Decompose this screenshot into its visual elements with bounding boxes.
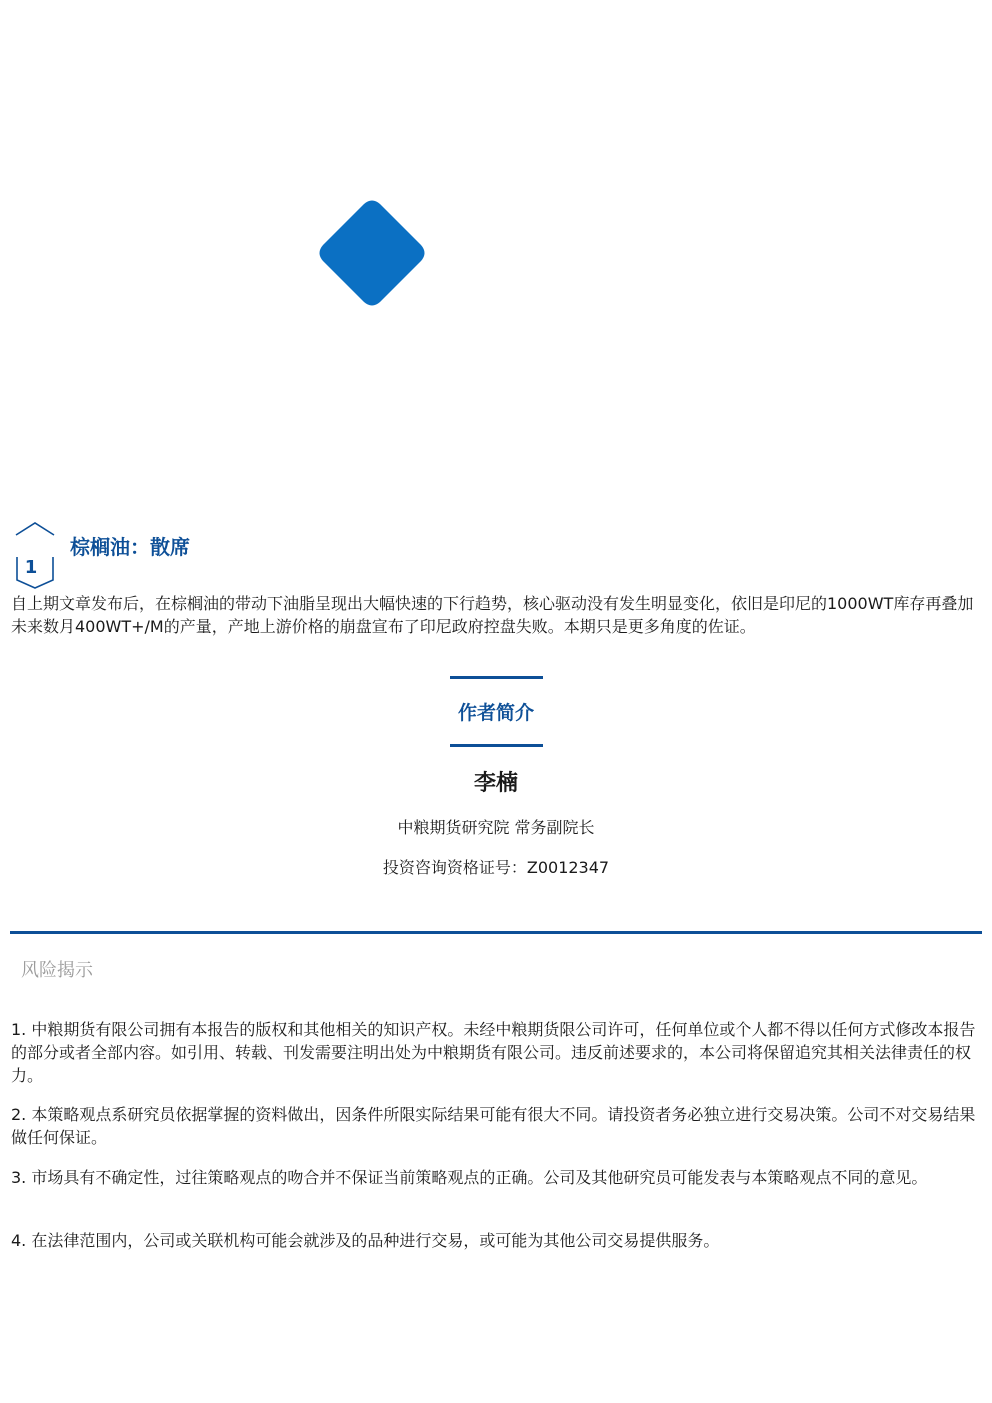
intro-paragraph: 自上期文章发布后，在棕榈油的带动下油脂呈现出大幅快速的下行趋势，核心驱动没有发生明显变化，依旧是印尼的1000WT库存再叠加未来数月400WT+/M的产量，产地上游价格的崩盘宣布了印尼政府控盘失败。本期只是更多角度的佐证。 [11, 594, 974, 636]
section-divider [10, 931, 982, 934]
section-number-badge [14, 521, 56, 589]
disclaimer-item-3: 3. 市场具有不确定性，过往策略观点的吻合并不保证当前策略观点的正确。公司及其他研究员可能发表与本策略观点不同的意见。 [11, 1168, 928, 1187]
disclaimer-item-1: 1. 中粮期货有限公司拥有本报告的版权和其他相关的知识产权。未经中粮期货限公司许可，任何单位或个人都不得以任何方式修改本报告的部分或者全部内容。如引用、转载、刊发需要注明出处为中粮期货有限公司。违反前述要求的，本公司将保留追究其相关法律责任的权力。 [11, 1020, 976, 1085]
author-name: 李楠 [473, 771, 518, 796]
disclaimer-item-2: 2. 本策略观点系研究员依据掌握的资料做出，因条件所限实际结果可能有很大不同。请投资者务必独立进行交易决策。公司不对交易结果做任何保证。 [11, 1105, 976, 1147]
author-license: 投资咨询资格证号：Z0012347 [382, 858, 610, 877]
section-title: 棕榈油：散席 [70, 535, 190, 559]
author-heading: 作者简介 [457, 702, 534, 724]
author-top-rule [450, 676, 543, 679]
diamond-icon [319, 200, 425, 306]
author-bottom-rule [450, 744, 543, 747]
section-number: 1 [24, 557, 38, 578]
author-title: 中粮期货研究院 常务副院长 [397, 818, 595, 837]
risk-title: 风险揭示 [21, 960, 93, 981]
disclaimer-item-4: 4. 在法律范围内，公司或关联机构可能会就涉及的品种进行交易，或可能为其他公司交易提供服务。 [11, 1231, 720, 1250]
